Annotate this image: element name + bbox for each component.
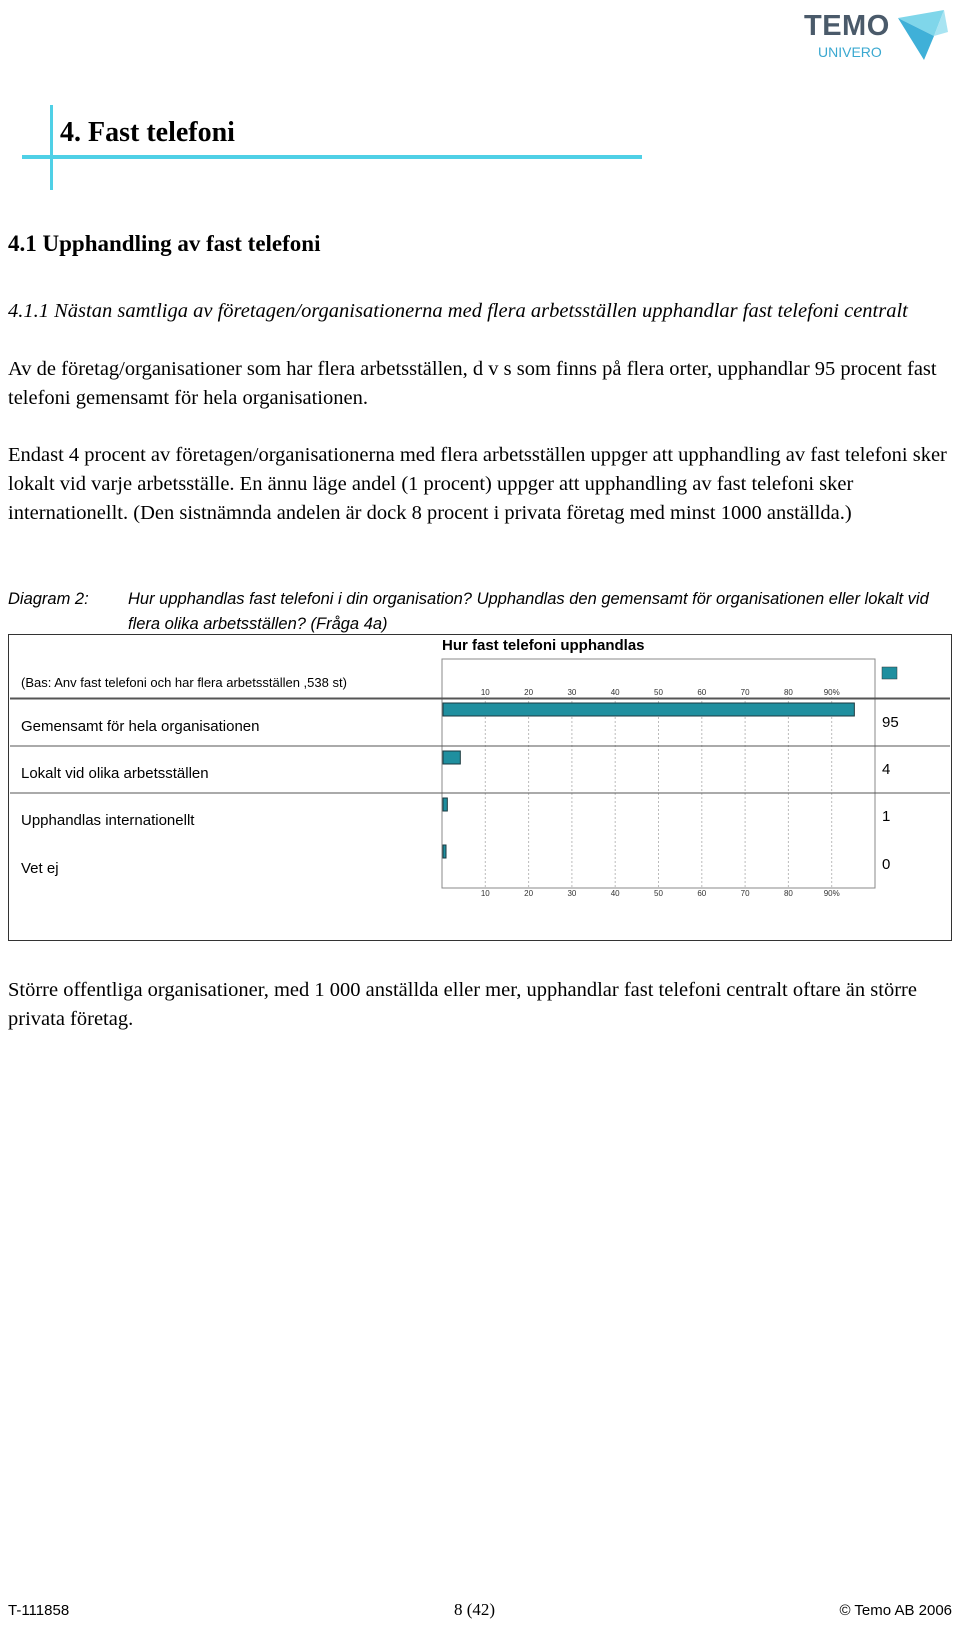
tick-label-bottom: 70 (740, 889, 750, 898)
tick-label-top: 40 (610, 688, 620, 697)
tick-label-top: 20 (524, 688, 534, 697)
category-label: Lokalt vid olika arbetsställen (21, 765, 209, 782)
copyright: © Temo AB 2006 (839, 1602, 952, 1619)
logo-subtitle: UNIVERO (818, 44, 882, 60)
paragraph-1: Av de företag/organisationer som har flera arbetsställen, d v s som finns på flera orter, upphandlar 95 procent fast telefoni gemensamt för hela organisationen. (8, 358, 937, 409)
tick-label-top: 30 (567, 688, 577, 697)
page-number: 8 (42) (454, 1600, 496, 1619)
tick-label-bottom: 60 (697, 889, 707, 898)
paragraph-2: Endast 4 procent av företagen/organisationerna med flera arbetsställen uppger att upphandling av fast telefoni sker lokalt vid varje arbetsställe. En ännu läge andel (1 procent) uppger att upphandling av fast telefoni sker internationellt. (Den sistnämnda andelen är dock 8 procent i privata företag med minst 1000 anställda.) (8, 444, 947, 524)
value-label: 95 (882, 714, 899, 731)
temo-logo (790, 6, 955, 64)
tick-label-bottom: 30 (567, 889, 577, 898)
value-label: 1 (882, 808, 891, 825)
tick-label-bottom: 10 (480, 889, 490, 898)
value-label: 0 (882, 856, 891, 873)
tick-label-bottom: 50 (654, 889, 663, 898)
tick-label-top: 60 (697, 688, 707, 697)
logo-mark-icon (894, 6, 950, 62)
chart-title: Hur fast telefoni upphandlas (442, 637, 645, 654)
tick-label-top: 10 (480, 688, 490, 697)
bar (443, 798, 447, 811)
subsection-heading: 4.1.1 Nästan samtliga av företagen/organisationerna med flera arbetsställen upphandlar fast telefoni centralt (8, 300, 908, 322)
tick-label-bottom: 40 (610, 889, 620, 898)
tick-label-top: 90% (823, 688, 840, 697)
chapter-title: 4. Fast telefoni (60, 117, 235, 148)
bar (443, 845, 446, 858)
bar-chart (8, 634, 952, 941)
value-label: 4 (882, 761, 891, 778)
heading-horizontal-rule (22, 155, 642, 159)
section-title: 4.1 Upphandling av fast telefoni (8, 231, 321, 256)
diagram-caption-text: Hur upphandlas fast telefoni i din organisation? Upphandlas den gemensamt för organisationen eller lokalt vid flera olika arbetsställen? (Fråga 4a) (128, 590, 929, 633)
chart-canvas (9, 635, 951, 940)
report-id: T-111858 (8, 1602, 70, 1619)
tick-label-top: 70 (740, 688, 750, 697)
tick-label-bottom: 90% (823, 889, 840, 898)
legend-swatch (882, 667, 897, 679)
bar (443, 703, 854, 716)
paragraph-3: Större offentliga organisationer, med 1 000 anställda eller mer, upphandlar fast telefoni centralt oftare än större privata företag. (8, 979, 917, 1030)
category-label: Gemensamt för hela organisationen (21, 718, 260, 735)
chart-base-note: (Bas: Anv fast telefoni och har flera arbetsställen ,538 st) (21, 675, 347, 690)
category-label: Vet ej (21, 860, 59, 877)
heading-vertical-rule (50, 105, 53, 190)
tick-label-bottom: 80 (783, 889, 793, 898)
tick-label-top: 50 (654, 688, 663, 697)
tick-label-bottom: 20 (524, 889, 534, 898)
logo-wordmark: TEMO (804, 10, 890, 42)
tick-label-top: 80 (783, 688, 793, 697)
category-label: Upphandlas internationellt (21, 812, 195, 829)
bar (443, 751, 460, 764)
diagram-caption-label: Diagram 2: (8, 590, 89, 608)
